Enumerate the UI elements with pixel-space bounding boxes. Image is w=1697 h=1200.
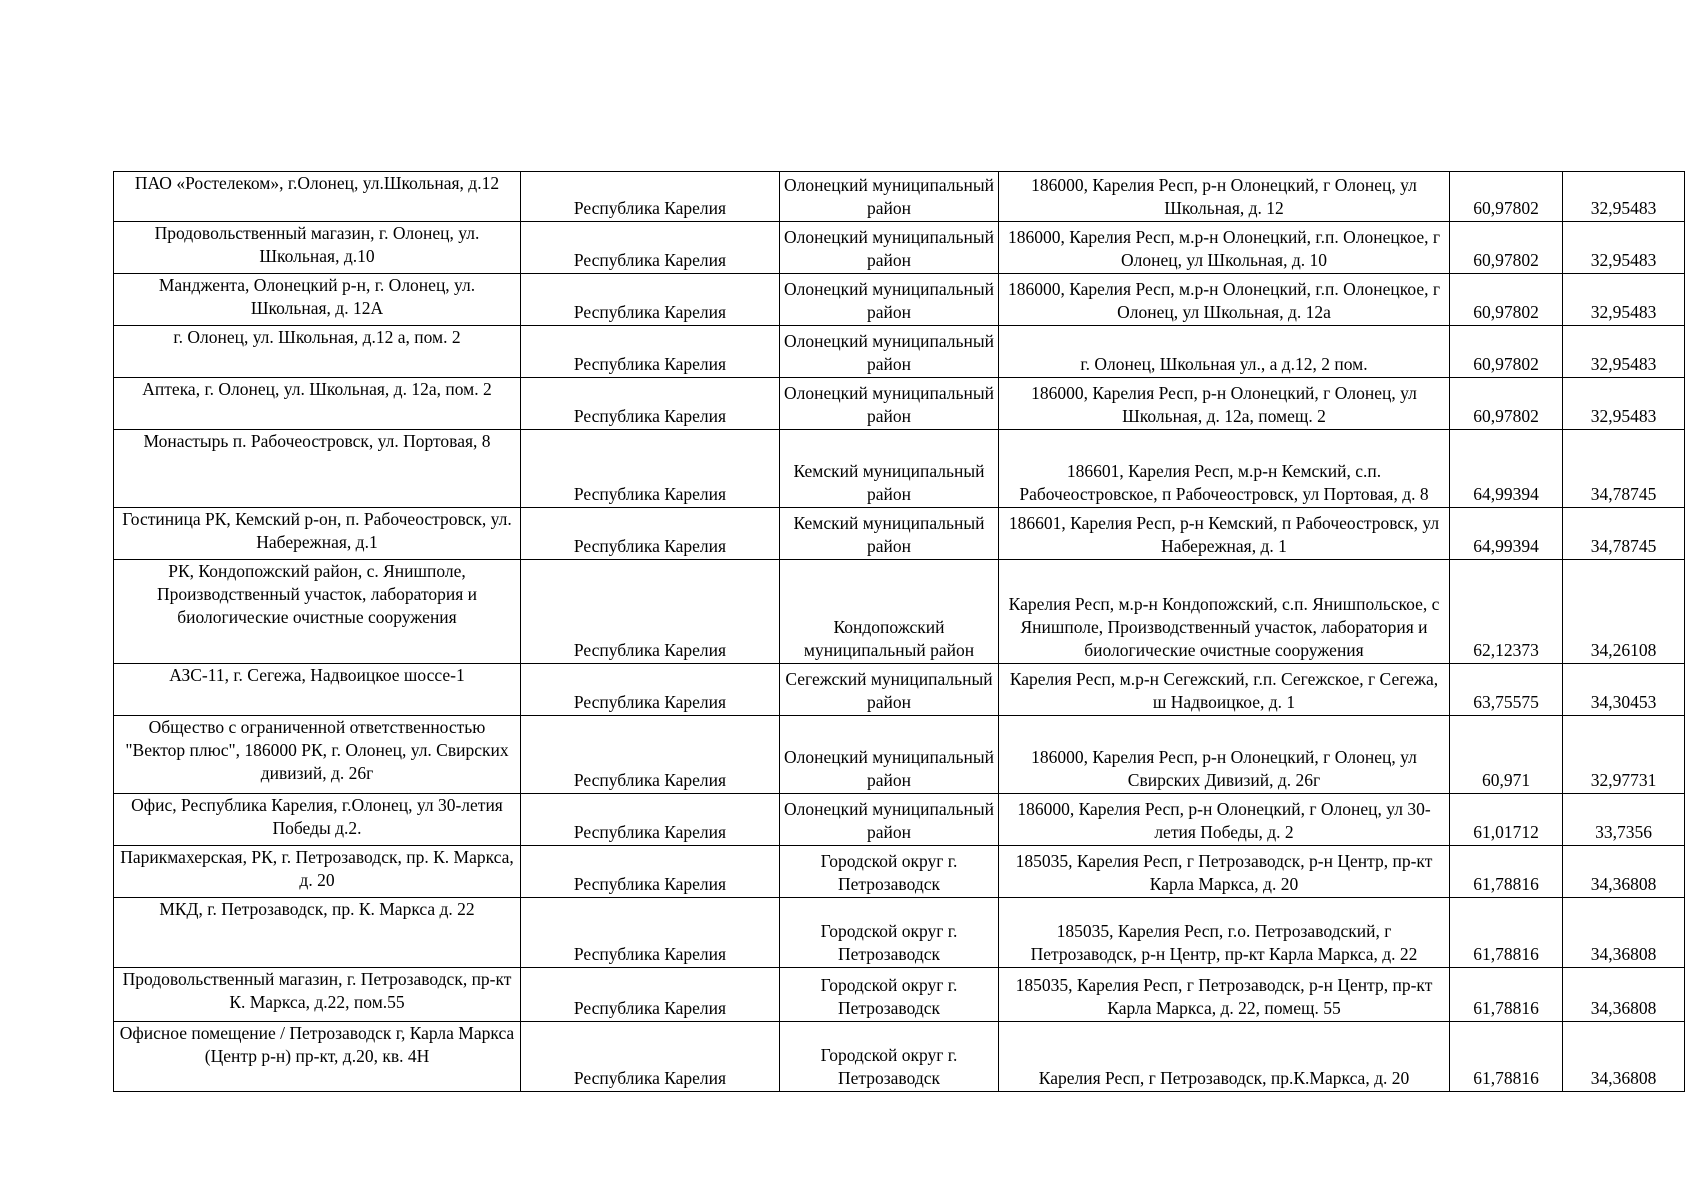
region-cell: Республика Карелия (521, 222, 780, 274)
district-cell: Городской округ г. Петрозаводск (780, 846, 999, 898)
region-cell: Республика Карелия (521, 508, 780, 560)
district-cell: Городской округ г. Петрозаводск (780, 1022, 999, 1092)
region-cell: Республика Карелия (521, 846, 780, 898)
address-cell: 185035, Карелия Респ, г.о. Петрозаводский, г Петрозаводск, р-н Центр, пр-кт Карла Маркса, д. 22 (999, 898, 1450, 968)
district-cell: Кемский муниципальный район (780, 430, 999, 508)
table-row (114, 508, 1685, 560)
latitude-cell: 61,78816 (1450, 1022, 1563, 1092)
region-cell: Республика Карелия (521, 430, 780, 508)
district-cell: Кондопожский муниципальный район (780, 560, 999, 664)
longitude-cell: 34,36808 (1563, 846, 1685, 898)
longitude-cell: 34,30453 (1563, 664, 1685, 716)
latitude-cell: 60,97802 (1450, 326, 1563, 378)
latitude-cell: 61,78816 (1450, 898, 1563, 968)
region-cell: Республика Карелия (521, 326, 780, 378)
address-cell: 186601, Карелия Респ, м.р-н Кемский, с.п. Рабочеостровское, п Рабочеостровск, ул Портовая, д. 8 (999, 430, 1450, 508)
object-name-cell: МКД, г. Петрозаводск, пр. К. Маркса д. 22 (114, 898, 521, 968)
latitude-cell: 60,971 (1450, 716, 1563, 794)
district-cell: Олонецкий муниципальный район (780, 716, 999, 794)
address-cell: г. Олонец, Школьная ул., а д.12, 2 пом. (999, 326, 1450, 378)
latitude-cell: 61,78816 (1450, 846, 1563, 898)
address-cell: 186000, Карелия Респ, м.р-н Олонецкий, г.п. Олонецкое, г Олонец, ул Школьная, д. 12а (999, 274, 1450, 326)
locations-table (113, 171, 1685, 1092)
longitude-cell: 34,78745 (1563, 430, 1685, 508)
table-row (114, 1022, 1685, 1092)
region-cell: Республика Карелия (521, 172, 780, 222)
address-cell: 185035, Карелия Респ, г Петрозаводск, р-н Центр, пр-кт Карла Маркса, д. 20 (999, 846, 1450, 898)
district-cell: Городской округ г. Петрозаводск (780, 968, 999, 1022)
longitude-cell: 34,26108 (1563, 560, 1685, 664)
longitude-cell: 32,95483 (1563, 222, 1685, 274)
district-cell: Олонецкий муниципальный район (780, 326, 999, 378)
region-cell: Республика Карелия (521, 794, 780, 846)
address-cell: 186601, Карелия Респ, р-н Кемский, п Рабочеостровск, ул Набережная, д. 1 (999, 508, 1450, 560)
latitude-cell: 60,97802 (1450, 274, 1563, 326)
address-cell: Карелия Респ, м.р-н Сегежский, г.п. Сегежское, г Сегежа, ш Надвоицкое, д. 1 (999, 664, 1450, 716)
region-cell: Республика Карелия (521, 560, 780, 664)
object-name-cell: Офисное помещение / Петрозаводск г, Карла Маркса (Центр р-н) пр-кт, д.20, кв. 4Н (114, 1022, 521, 1092)
latitude-cell: 64,99394 (1450, 430, 1563, 508)
longitude-cell: 32,95483 (1563, 274, 1685, 326)
object-name-cell: Гостиница РК, Кемский р-он, п. Рабочеостровск, ул. Набережная, д.1 (114, 508, 521, 560)
object-name-cell: Парикмахерская, РК, г. Петрозаводск, пр. К. Маркса, д. 20 (114, 846, 521, 898)
latitude-cell: 61,01712 (1450, 794, 1563, 846)
district-cell: Олонецкий муниципальный район (780, 378, 999, 430)
object-name-cell: АЗС-11, г. Сегежа, Надвоицкое шоссе-1 (114, 664, 521, 716)
object-name-cell: Монастырь п. Рабочеостровск, ул. Портовая, 8 (114, 430, 521, 508)
object-name-cell: Аптека, г. Олонец, ул. Школьная, д. 12а, пом. 2 (114, 378, 521, 430)
longitude-cell: 34,36808 (1563, 898, 1685, 968)
district-cell: Олонецкий муниципальный район (780, 222, 999, 274)
object-name-cell: ПАО «Ростелеком», г.Олонец, ул.Школьная, д.12 (114, 172, 521, 222)
longitude-cell: 32,97731 (1563, 716, 1685, 794)
longitude-cell: 34,36808 (1563, 1022, 1685, 1092)
table-body (114, 172, 1685, 1092)
table-row (114, 326, 1685, 378)
longitude-cell: 32,95483 (1563, 326, 1685, 378)
table-row (114, 378, 1685, 430)
district-cell: Олонецкий муниципальный район (780, 274, 999, 326)
longitude-cell: 32,95483 (1563, 378, 1685, 430)
address-cell: 186000, Карелия Респ, р-н Олонецкий, г Олонец, ул 30-летия Победы, д. 2 (999, 794, 1450, 846)
region-cell: Республика Карелия (521, 378, 780, 430)
latitude-cell: 60,97802 (1450, 378, 1563, 430)
object-name-cell: Общество с ограниченной ответственностью "Вектор плюс", 186000 РК, г. Олонец, ул. Свирских дивизий, д. 26г (114, 716, 521, 794)
table-row (114, 664, 1685, 716)
region-cell: Республика Карелия (521, 898, 780, 968)
region-cell: Республика Карелия (521, 968, 780, 1022)
object-name-cell: РК, Кондопожский район, с. Янишполе, Производственный участок, лаборатория и биологические очистные сооружения (114, 560, 521, 664)
table-row (114, 794, 1685, 846)
district-cell: Кемский муниципальный район (780, 508, 999, 560)
latitude-cell: 64,99394 (1450, 508, 1563, 560)
region-cell: Республика Карелия (521, 664, 780, 716)
address-cell: 186000, Карелия Респ, м.р-н Олонецкий, г.п. Олонецкое, г Олонец, ул Школьная, д. 10 (999, 222, 1450, 274)
object-name-cell: Продовольственный магазин, г. Петрозаводск, пр-кт К. Маркса, д.22, пом.55 (114, 968, 521, 1022)
table-row (114, 898, 1685, 968)
address-cell: 186000, Карелия Респ, р-н Олонецкий, г Олонец, ул Свирских Дивизий, д. 26г (999, 716, 1450, 794)
district-cell: Олонецкий муниципальный район (780, 172, 999, 222)
region-cell: Республика Карелия (521, 1022, 780, 1092)
address-cell: 186000, Карелия Респ, р-н Олонецкий, г Олонец, ул Школьная, д. 12а, помещ. 2 (999, 378, 1450, 430)
table-row (114, 968, 1685, 1022)
table-row (114, 716, 1685, 794)
latitude-cell: 63,75575 (1450, 664, 1563, 716)
district-cell: Городской округ г. Петрозаводск (780, 898, 999, 968)
table-row (114, 430, 1685, 508)
district-cell: Сегежский муниципальный район (780, 664, 999, 716)
longitude-cell: 33,7356 (1563, 794, 1685, 846)
address-cell: Карелия Респ, м.р-н Кондопожский, с.п. Янишпольское, с Янишполе, Производственный участок, лаборатория и биологические очистные сооружения (999, 560, 1450, 664)
longitude-cell: 34,78745 (1563, 508, 1685, 560)
region-cell: Республика Карелия (521, 274, 780, 326)
table-row (114, 222, 1685, 274)
table-row (114, 560, 1685, 664)
table-row (114, 274, 1685, 326)
address-cell: 186000, Карелия Респ, р-н Олонецкий, г Олонец, ул Школьная, д. 12 (999, 172, 1450, 222)
object-name-cell: Продовольственный магазин, г. Олонец, ул. Школьная, д.10 (114, 222, 521, 274)
latitude-cell: 61,78816 (1450, 968, 1563, 1022)
table-row (114, 172, 1685, 222)
latitude-cell: 62,12373 (1450, 560, 1563, 664)
latitude-cell: 60,97802 (1450, 172, 1563, 222)
address-cell: 185035, Карелия Респ, г Петрозаводск, р-н Центр, пр-кт Карла Маркса, д. 22, помещ. 55 (999, 968, 1450, 1022)
object-name-cell: Манджента, Олонецкий р-н, г. Олонец, ул. Школьная, д. 12А (114, 274, 521, 326)
latitude-cell: 60,97802 (1450, 222, 1563, 274)
region-cell: Республика Карелия (521, 716, 780, 794)
address-cell: Карелия Респ, г Петрозаводск, пр.К.Маркса, д. 20 (999, 1022, 1450, 1092)
longitude-cell: 32,95483 (1563, 172, 1685, 222)
object-name-cell: Офис, Республика Карелия, г.Олонец, ул 30-летия Победы д.2. (114, 794, 521, 846)
district-cell: Олонецкий муниципальный район (780, 794, 999, 846)
longitude-cell: 34,36808 (1563, 968, 1685, 1022)
object-name-cell: г. Олонец, ул. Школьная, д.12 а, пом. 2 (114, 326, 521, 378)
table-row (114, 846, 1685, 898)
